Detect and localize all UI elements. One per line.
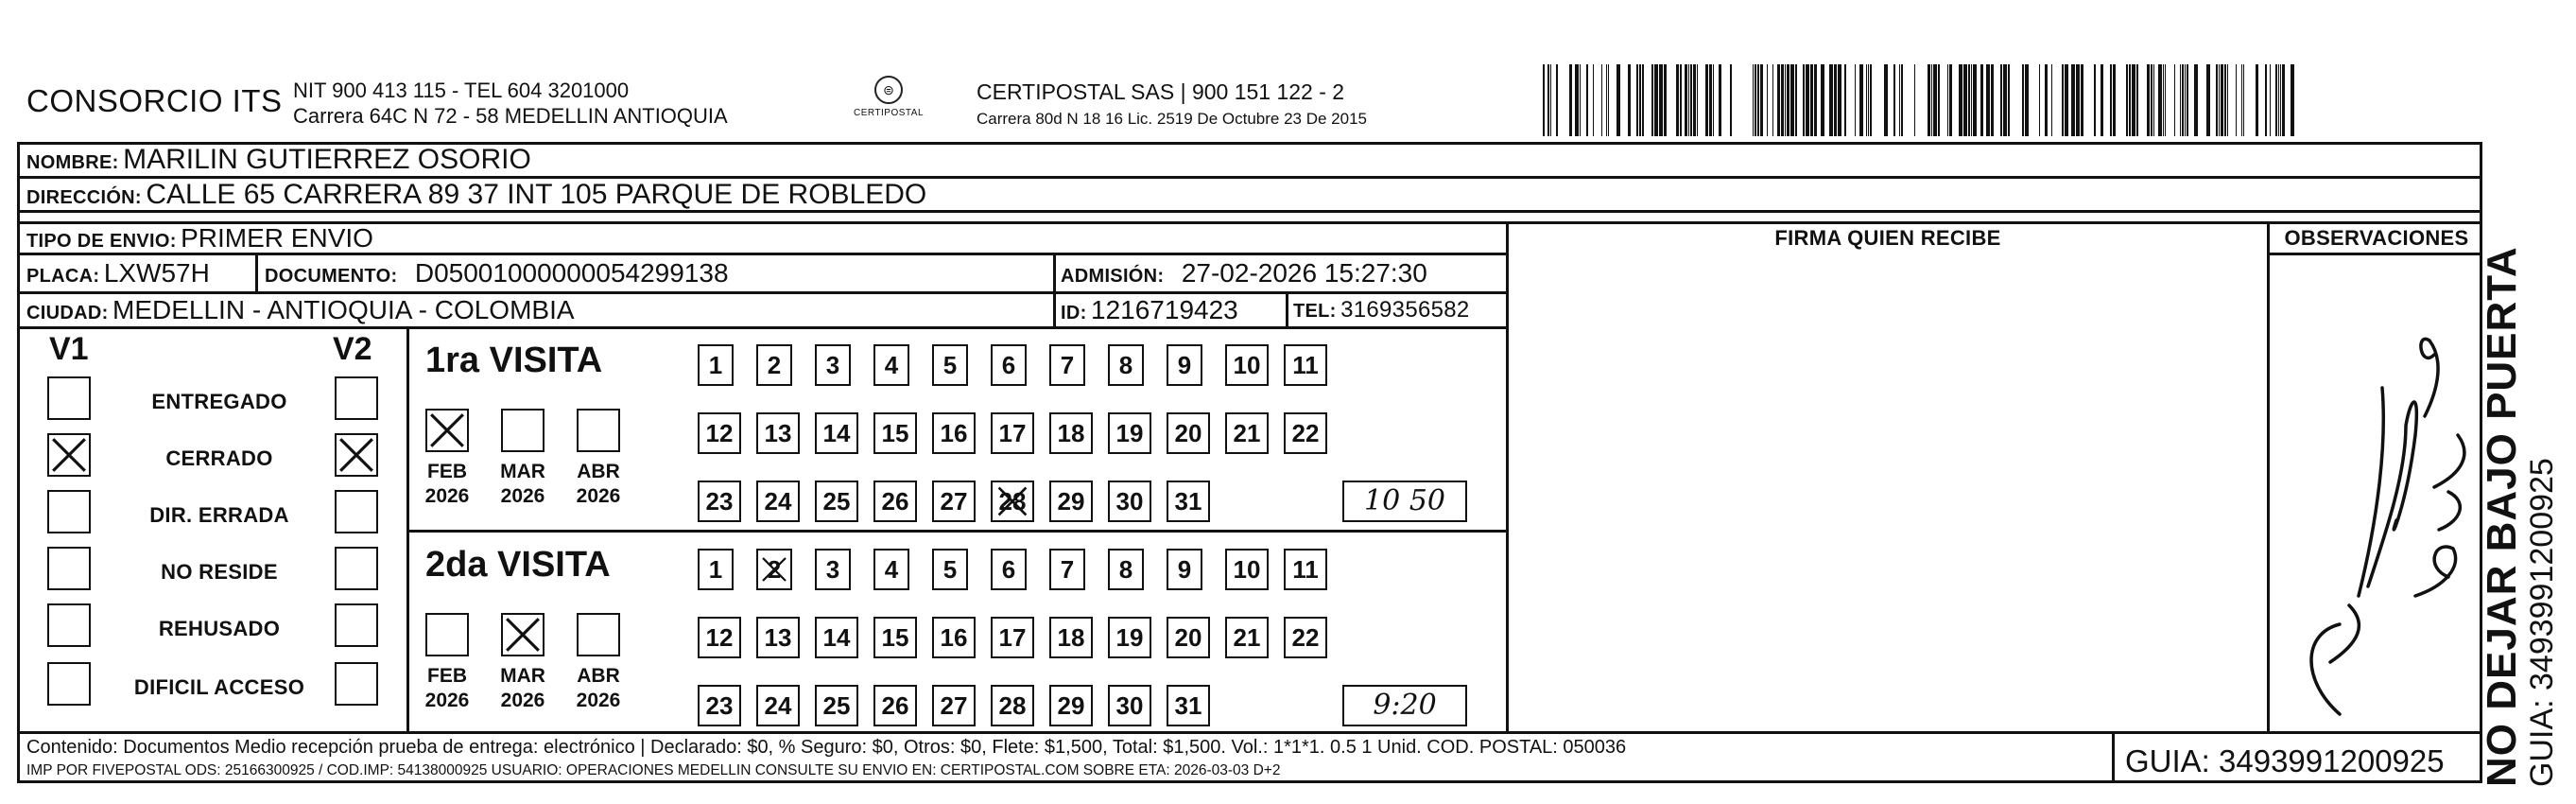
day-number: 3	[825, 351, 840, 379]
day-box[interactable]	[1167, 481, 1210, 522]
v2-checkbox[interactable]	[335, 490, 378, 533]
day-box[interactable]	[756, 344, 792, 386]
v1-label: V1	[49, 331, 89, 367]
ciudad-label: CIUDAD:	[26, 303, 109, 323]
day-box[interactable]	[1167, 617, 1210, 658]
day-box[interactable]	[1225, 412, 1269, 454]
carrier-line2: Carrera 80d N 18 16 Lic. 2519 De Octubre 23 De 2015	[977, 110, 1367, 128]
day-box[interactable]	[932, 685, 976, 726]
day-number: 27	[940, 487, 968, 516]
day-box[interactable]	[698, 481, 741, 522]
day-number: 6	[1001, 555, 1016, 584]
day-number: 10	[1233, 555, 1261, 584]
day-number: 9	[1177, 555, 1192, 584]
day-number: 15	[881, 419, 909, 447]
side-warning-text: NO DEJAR BAJO PUERTA	[2479, 246, 2525, 787]
day-number: 24	[764, 487, 792, 516]
day-box[interactable]	[873, 344, 909, 386]
nombre-label: NOMBRE:	[26, 152, 119, 173]
day-number: 7	[1060, 555, 1075, 584]
day-number: 14	[822, 419, 851, 447]
v2-checkbox[interactable]	[335, 376, 378, 420]
day-number: 20	[1174, 623, 1202, 652]
placa-cell	[26, 258, 210, 288]
admision-label: ADMISIÓN:	[1061, 266, 1165, 287]
month-checkbox[interactable]	[425, 409, 469, 452]
day-number: 1	[708, 555, 723, 584]
month-label	[419, 460, 475, 509]
month-name: MAR	[500, 665, 545, 687]
id-label: ID:	[1061, 303, 1087, 323]
side-guia-text: GUIA: 3493991200925	[2524, 458, 2560, 787]
carrier-line1: CERTIPOSTAL SAS | 900 151 122 - 2	[977, 79, 1345, 104]
id-cell	[1061, 295, 1238, 325]
v2-checkbox[interactable]	[335, 603, 378, 647]
status-label: REHUSADO	[158, 617, 281, 640]
month-label	[494, 664, 551, 713]
v1-checkbox[interactable]	[47, 662, 91, 706]
day-number: 12	[705, 623, 734, 652]
placa-label: PLACA:	[26, 266, 100, 287]
day-box[interactable]	[1108, 344, 1144, 386]
day-box[interactable]	[698, 685, 741, 726]
logo-text: CERTIPOSTAL	[853, 108, 925, 118]
day-box[interactable]	[1108, 617, 1151, 658]
day-box[interactable]	[1108, 549, 1144, 590]
day-box[interactable]	[932, 412, 976, 454]
day-number: 25	[822, 487, 851, 516]
day-number: 8	[1118, 555, 1133, 584]
status-label: CERRADO	[165, 446, 273, 470]
day-number: 14	[822, 623, 851, 652]
logo-icon: ⊜	[874, 76, 903, 104]
month-year: 2026	[424, 690, 470, 711]
month-year: 2026	[576, 690, 621, 711]
day-number: 26	[881, 691, 909, 720]
v1-checkbox[interactable]	[47, 490, 91, 533]
month-name: FEB	[427, 665, 467, 687]
visit-title: 2da VISITA	[425, 545, 611, 585]
month-label	[419, 664, 475, 713]
day-number: 27	[940, 691, 968, 720]
day-number: 23	[705, 487, 734, 516]
day-number: 26	[881, 487, 909, 516]
company-contact	[293, 78, 728, 129]
month-label	[494, 460, 551, 509]
day-number: 7	[1060, 351, 1075, 379]
row-divider	[17, 326, 1506, 329]
day-number: 16	[940, 419, 968, 447]
row-divider	[17, 221, 2482, 224]
day-number: 16	[940, 623, 968, 652]
status-label: NO RESIDE	[161, 560, 278, 584]
day-box[interactable]	[1284, 412, 1327, 454]
day-box[interactable]	[1049, 549, 1085, 590]
day-number: 15	[881, 623, 909, 652]
day-number: 31	[1174, 487, 1202, 516]
ciudad-value: MEDELLIN - ANTIOQUIA - COLOMBIA	[112, 295, 575, 324]
day-box[interactable]	[1167, 344, 1202, 386]
month-name: ABR	[577, 461, 620, 482]
direccion-label: DIRECCIÓN:	[26, 187, 142, 208]
month-checkbox[interactable]	[425, 613, 469, 656]
month-year: 2026	[500, 485, 545, 507]
day-box[interactable]	[756, 481, 800, 522]
day-number: 1	[708, 351, 723, 379]
day-box[interactable]	[698, 549, 734, 590]
day-number: 18	[1057, 623, 1085, 652]
company-name: CONSORCIO ITS	[26, 83, 283, 118]
day-number: 29	[1057, 487, 1085, 516]
day-box[interactable]	[1225, 549, 1269, 590]
day-box[interactable]	[815, 481, 858, 522]
day-number: 6	[1001, 351, 1016, 379]
day-box[interactable]	[991, 617, 1034, 658]
row-divider	[2267, 253, 2482, 255]
day-box[interactable]	[991, 412, 1034, 454]
col-divider	[1286, 291, 1288, 326]
status-label: ENTREGADO	[151, 390, 287, 413]
day-box[interactable]	[1225, 617, 1269, 658]
day-box[interactable]	[932, 617, 976, 658]
row-divider	[17, 291, 1506, 294]
month-name: FEB	[427, 461, 467, 482]
v2-checkbox[interactable]	[335, 662, 378, 706]
day-number: 25	[822, 691, 851, 720]
day-number: 5	[942, 351, 958, 379]
day-box[interactable]	[873, 412, 917, 454]
visit-time-box[interactable]: 9:20	[1342, 685, 1467, 726]
day-box[interactable]	[1049, 344, 1085, 386]
month-label	[570, 460, 627, 509]
col-divider	[255, 255, 258, 291]
nombre-value: MARILIN GUTIERREZ OSORIO	[123, 144, 531, 175]
visit-divider	[406, 530, 1506, 533]
day-check-mark	[760, 552, 788, 586]
day-box[interactable]	[815, 549, 851, 590]
day-box[interactable]	[1049, 481, 1093, 522]
day-number: 19	[1115, 419, 1144, 447]
day-box[interactable]	[815, 412, 858, 454]
certipostal-logo	[851, 76, 926, 125]
day-number: 18	[1057, 419, 1085, 447]
direccion-value: CALLE 65 CARRERA 89 37 INT 105 PARQUE DE ROBLEDO	[146, 179, 927, 210]
day-box[interactable]	[873, 481, 917, 522]
tipo-row	[26, 223, 373, 253]
day-number: 10	[1233, 351, 1261, 379]
day-number: 5	[942, 555, 958, 584]
documento-cell	[265, 258, 729, 288]
observaciones-header: OBSERVACIONES	[2284, 226, 2469, 250]
visit-title: 1ra VISITA	[425, 341, 603, 380]
carrier-info	[977, 79, 1367, 129]
day-box[interactable]	[991, 481, 1034, 522]
day-box[interactable]	[873, 685, 917, 726]
day-box[interactable]	[698, 412, 741, 454]
day-box[interactable]	[991, 549, 1027, 590]
direccion-row	[26, 179, 926, 211]
day-box[interactable]	[932, 549, 968, 590]
day-box[interactable]	[1049, 685, 1093, 726]
month-label	[570, 664, 627, 713]
day-check-mark	[994, 484, 1030, 518]
day-number: 2	[767, 351, 782, 379]
documento-label: DOCUMENTO:	[265, 266, 398, 287]
tipo-value: PRIMER ENVIO	[181, 223, 373, 253]
v2-checkbox[interactable]	[335, 433, 378, 477]
v1-checkbox[interactable]	[47, 547, 91, 590]
admision-cell	[1061, 258, 1427, 288]
day-number: 23	[705, 691, 734, 720]
day-number: 13	[764, 419, 792, 447]
day-number: 3	[825, 555, 840, 584]
day-number: 13	[764, 623, 792, 652]
status-label: DIR. ERRADA	[149, 503, 289, 527]
footer-imp: IMP POR FIVEPOSTAL ODS: 25166300925 / COD.IMP: 54138000925 USUARIO: OPERACIONES MEDELLIN CONSULTE SU ENVIO EN: CERTIPOSTAL.COM SOBRE ETA: 2026-03-03 D+2	[26, 762, 1281, 778]
status-label: DIFICIL ACCESO	[133, 675, 305, 699]
day-number: 28	[998, 691, 1027, 720]
day-box[interactable]	[1049, 412, 1093, 454]
day-box[interactable]	[932, 344, 968, 386]
admision-value: 27-02-2026 15:27:30	[1181, 258, 1427, 288]
v1-checkbox[interactable]	[47, 433, 91, 477]
day-number: 21	[1233, 419, 1261, 447]
nit-line: NIT 900 413 115 - TEL 604 3201000	[293, 79, 630, 102]
day-number: 8	[1118, 351, 1133, 379]
tel-cell	[1293, 297, 1470, 323]
firma-header: FIRMA QUIEN RECIBE	[1774, 226, 2001, 250]
day-box[interactable]	[756, 549, 792, 590]
col-divider	[2112, 734, 2115, 783]
month-checkbox[interactable]	[577, 409, 620, 452]
day-number: 9	[1177, 351, 1192, 379]
ciudad-cell	[26, 295, 575, 325]
day-box[interactable]	[1049, 617, 1093, 658]
day-number: 12	[705, 419, 734, 447]
nombre-row	[26, 144, 531, 176]
v2-label: V2	[333, 331, 372, 367]
month-checkbox[interactable]	[577, 613, 620, 656]
day-box[interactable]	[991, 344, 1027, 386]
tel-label: TEL:	[1293, 301, 1337, 322]
placa-value: LXW57H	[103, 258, 210, 288]
footer-guia: GUIA: 3493991200925	[2125, 743, 2445, 778]
day-box[interactable]	[1225, 344, 1269, 386]
day-number: 22	[1291, 623, 1320, 652]
v1-checkbox[interactable]	[47, 376, 91, 420]
day-box[interactable]	[932, 481, 976, 522]
footer-contenido: Contenido: Documentos Medio recepción prueba de entrega: electrónico | Declarado: $0, % Seguro: $0, Otros: $0, Flete: $1,500, Total: $1,500. Vol.: 1*1*1. 0.5 1 Unid. COD. POSTAL: 050036	[26, 737, 1627, 758]
month-year: 2026	[576, 485, 621, 507]
day-number: 17	[998, 419, 1027, 447]
barcode	[1543, 64, 2299, 136]
col-divider	[1053, 255, 1056, 326]
day-number: 19	[1115, 623, 1144, 652]
day-box[interactable]	[1167, 412, 1210, 454]
day-number: 11	[1292, 555, 1319, 584]
day-box[interactable]	[756, 412, 800, 454]
day-number: 21	[1233, 623, 1261, 652]
day-box[interactable]	[873, 617, 917, 658]
v1-checkbox[interactable]	[47, 603, 91, 647]
day-box[interactable]	[1108, 412, 1151, 454]
documento-value: D05001000000054299138	[414, 258, 729, 288]
month-year: 2026	[424, 485, 470, 507]
tipo-label: TIPO DE ENVIO:	[26, 231, 177, 252]
observaciones-handwriting	[2273, 284, 2477, 728]
day-box[interactable]	[1108, 481, 1151, 522]
month-name: ABR	[577, 665, 620, 687]
day-number: 30	[1115, 691, 1144, 720]
day-box[interactable]	[1284, 549, 1327, 590]
month-checkbox[interactable]	[501, 409, 545, 452]
day-number: 28	[998, 487, 1027, 516]
day-number: 4	[884, 351, 899, 379]
day-box[interactable]	[991, 685, 1034, 726]
day-box[interactable]	[756, 685, 800, 726]
day-box[interactable]	[815, 617, 858, 658]
day-number: 31	[1174, 691, 1202, 720]
day-number: 4	[884, 555, 899, 584]
col-divider	[1506, 221, 1509, 734]
day-number: 11	[1292, 351, 1319, 379]
address-line: Carrera 64C N 72 - 58 MEDELLIN ANTIOQUIA	[293, 104, 728, 128]
day-number: 24	[764, 691, 792, 720]
day-box[interactable]	[698, 344, 734, 386]
visit-time-box[interactable]: 10 50	[1342, 481, 1467, 522]
day-box[interactable]	[815, 344, 851, 386]
day-box[interactable]	[698, 617, 741, 658]
day-box[interactable]	[815, 685, 858, 726]
side-warning	[2479, 246, 2561, 787]
day-box[interactable]	[1167, 549, 1202, 590]
month-name: MAR	[500, 461, 545, 482]
id-value: 1216719423	[1091, 295, 1238, 324]
day-number: 29	[1057, 691, 1085, 720]
day-box[interactable]	[873, 549, 909, 590]
day-box[interactable]	[1284, 617, 1327, 658]
day-box[interactable]	[756, 617, 800, 658]
day-number: 17	[998, 623, 1027, 652]
v2-checkbox[interactable]	[335, 547, 378, 590]
day-number: 30	[1115, 487, 1144, 516]
col-divider	[406, 326, 409, 731]
month-year: 2026	[500, 690, 545, 711]
day-box[interactable]	[1284, 344, 1327, 386]
day-number: 22	[1291, 419, 1320, 447]
day-number: 20	[1174, 419, 1202, 447]
month-checkbox[interactable]	[501, 613, 545, 656]
col-divider	[2267, 221, 2270, 734]
day-number: 2	[767, 555, 782, 584]
day-box[interactable]	[1108, 685, 1151, 726]
tel-value: 3169356582	[1340, 297, 1470, 323]
day-box[interactable]	[1167, 685, 1210, 726]
